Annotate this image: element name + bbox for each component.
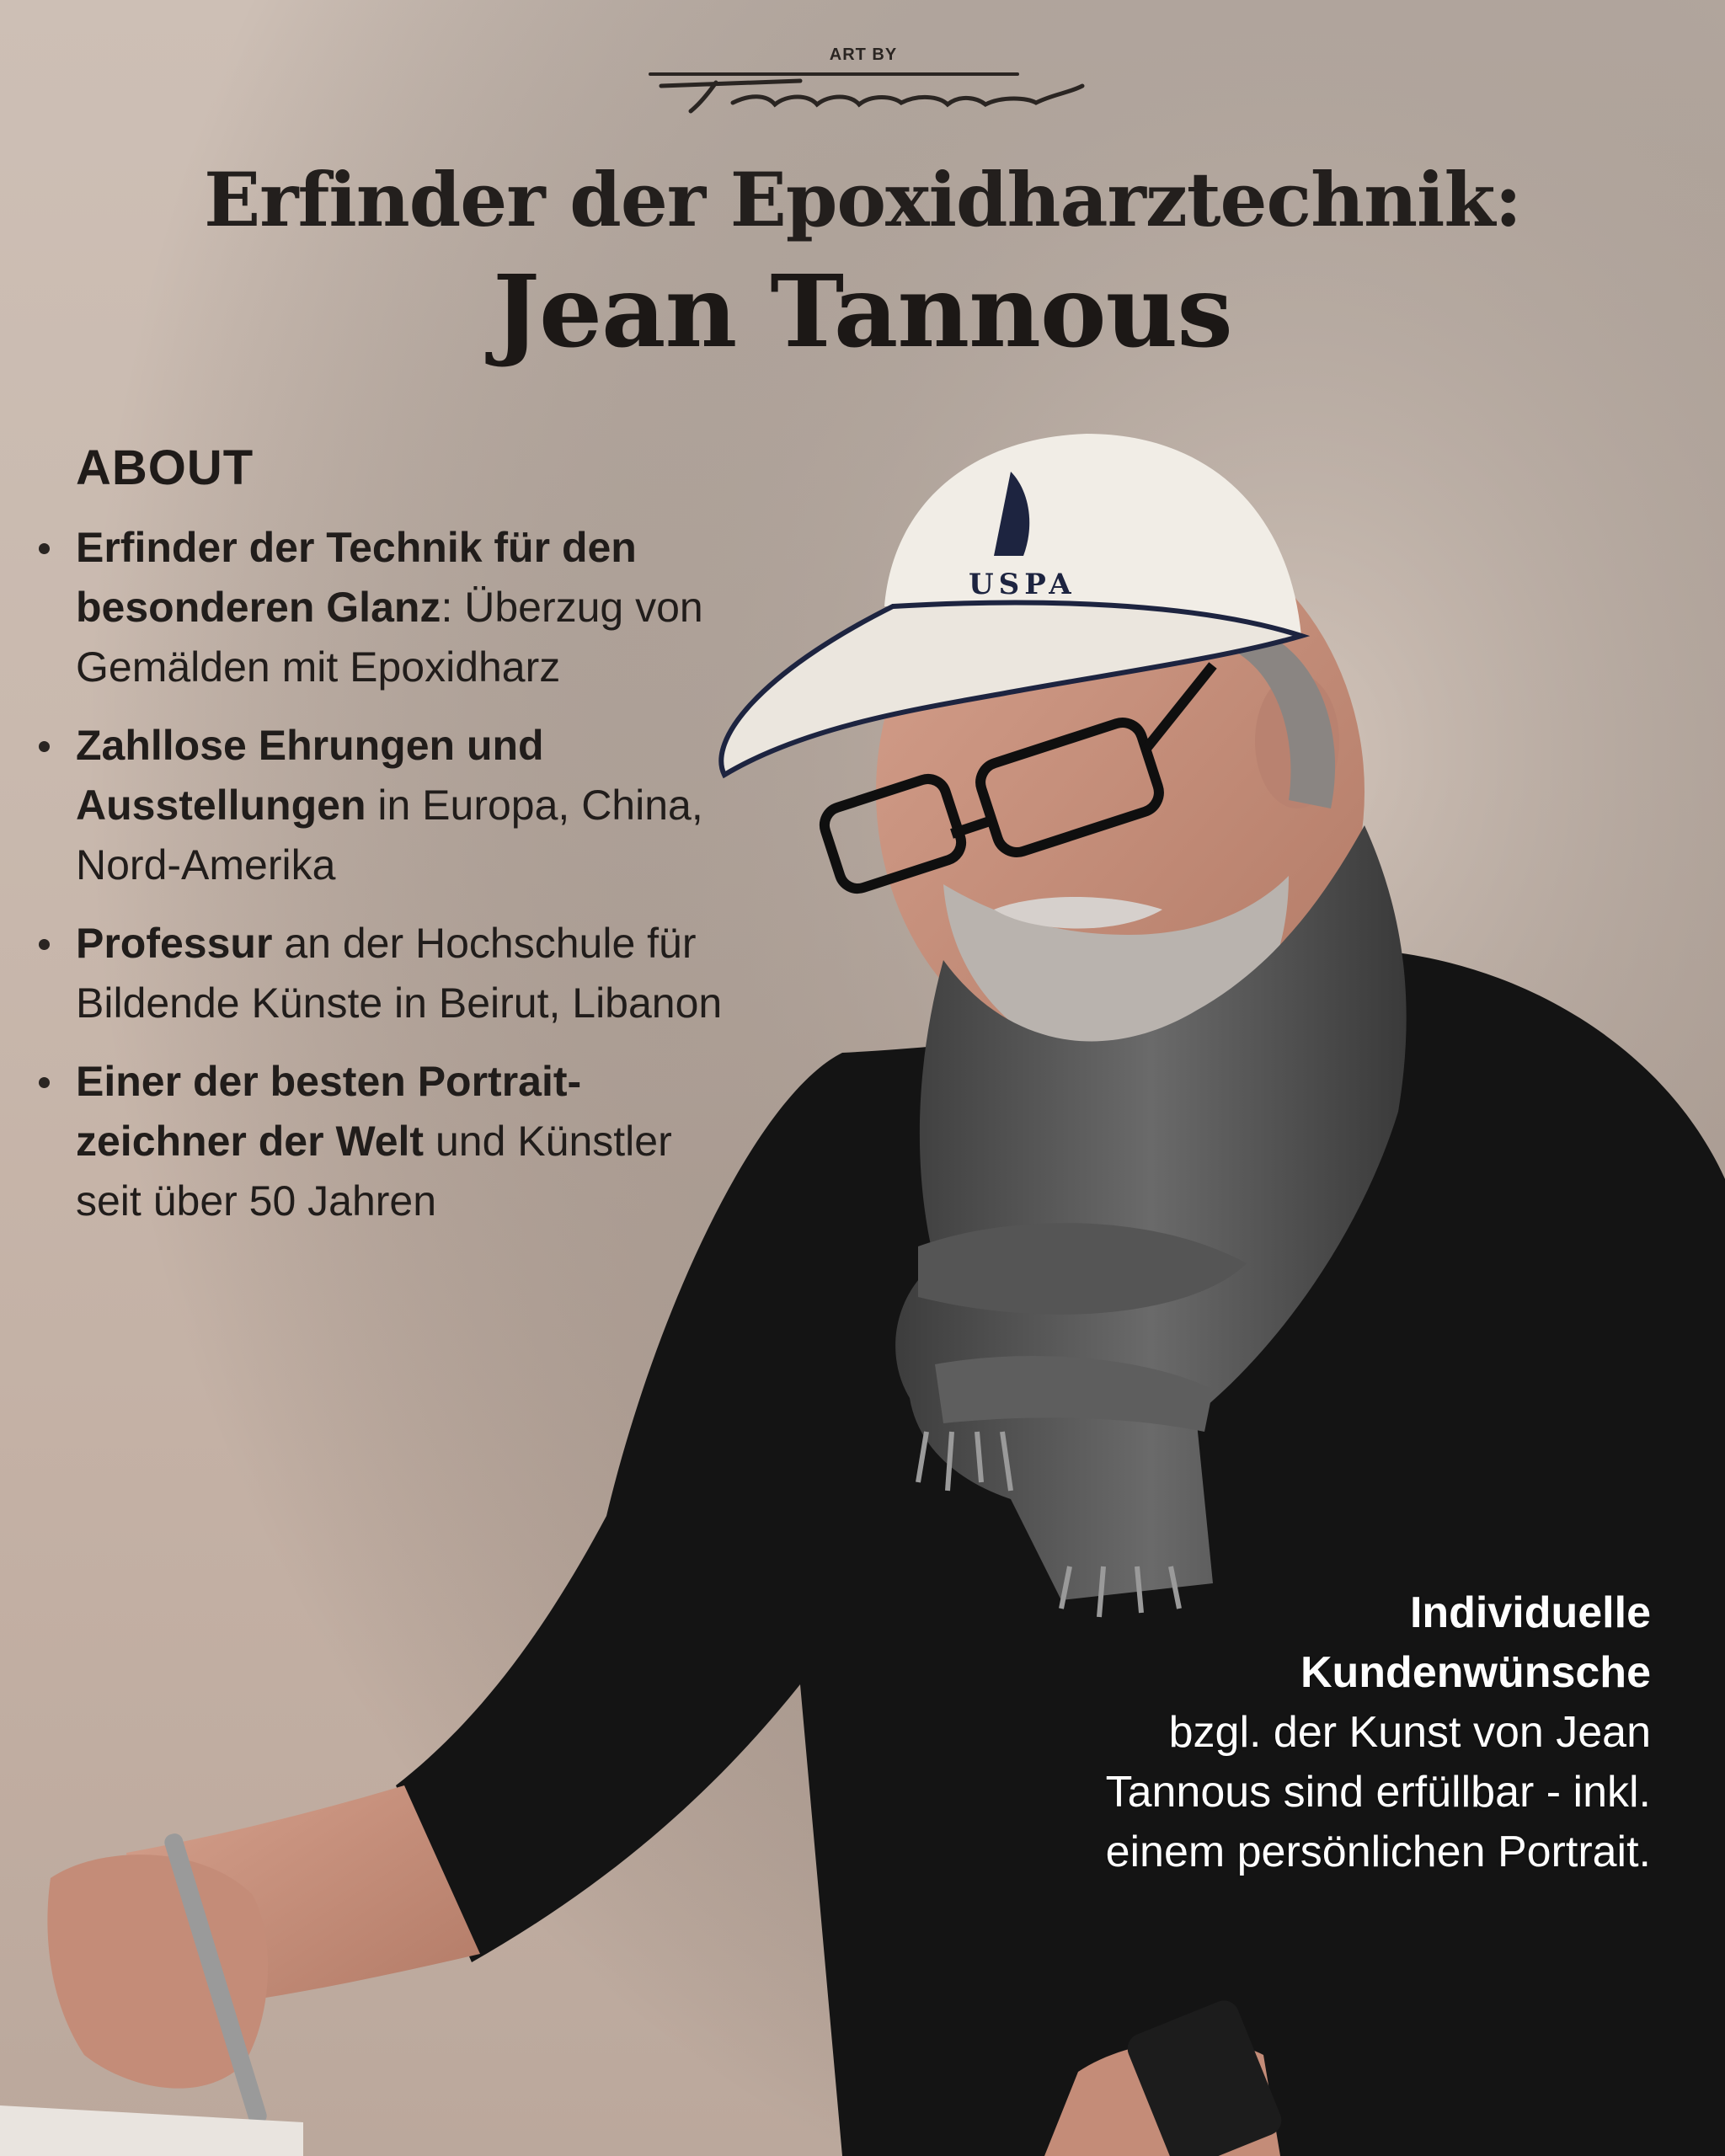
signature-logo-icon: [640, 69, 1087, 120]
about-item: [34, 914, 792, 1033]
about-item-text: an der Hochschule für Bildende Künste in Beirut, Libanon: [76, 920, 723, 1027]
brand-logo: [640, 42, 1087, 118]
about-item-bold: Erfinder der Technik für den besonderen Glanz: [76, 524, 637, 631]
about-heading: ABOUT: [76, 440, 254, 495]
bullet-icon: [39, 741, 50, 752]
bullet-icon: [39, 543, 50, 554]
page-title-line2: Jean Tannous: [493, 253, 1232, 370]
about-list: [34, 518, 809, 1250]
about-item-bold: Zahllose Ehrungen und Ausstellungen: [76, 722, 544, 829]
page-title-line1: Erfinder der Epoxidharztechnik:: [204, 156, 1521, 243]
about-item-text: und Künstler seit über 50 Jahren: [76, 1118, 672, 1225]
custom-request-note: [1061, 1583, 1651, 1882]
about-item-bold: Professur: [76, 920, 273, 967]
brand-prefix: ART BY: [829, 45, 898, 64]
about-item: [34, 1052, 682, 1231]
cap-logo-text: USPA: [969, 568, 1076, 601]
bullet-icon: [39, 1077, 50, 1088]
about-item-bold: Einer der besten Portrait-zeichner der Welt: [76, 1058, 582, 1165]
about-item-text: in Europa, China, Nord-Amerika: [76, 782, 703, 889]
custom-request-bold: Individuelle Kundenwünsche: [1300, 1588, 1651, 1697]
about-item: [34, 716, 716, 895]
bullet-icon: [39, 939, 50, 950]
about-item-text: : Überzug von Gemälden mit Epoxidharz: [76, 584, 703, 691]
custom-request-text: bzgl. der Kunst von Jean Tannous sind erfüllbar - inkl. einem persönlichen Portrait.: [1105, 1708, 1651, 1876]
about-item: [34, 518, 817, 697]
